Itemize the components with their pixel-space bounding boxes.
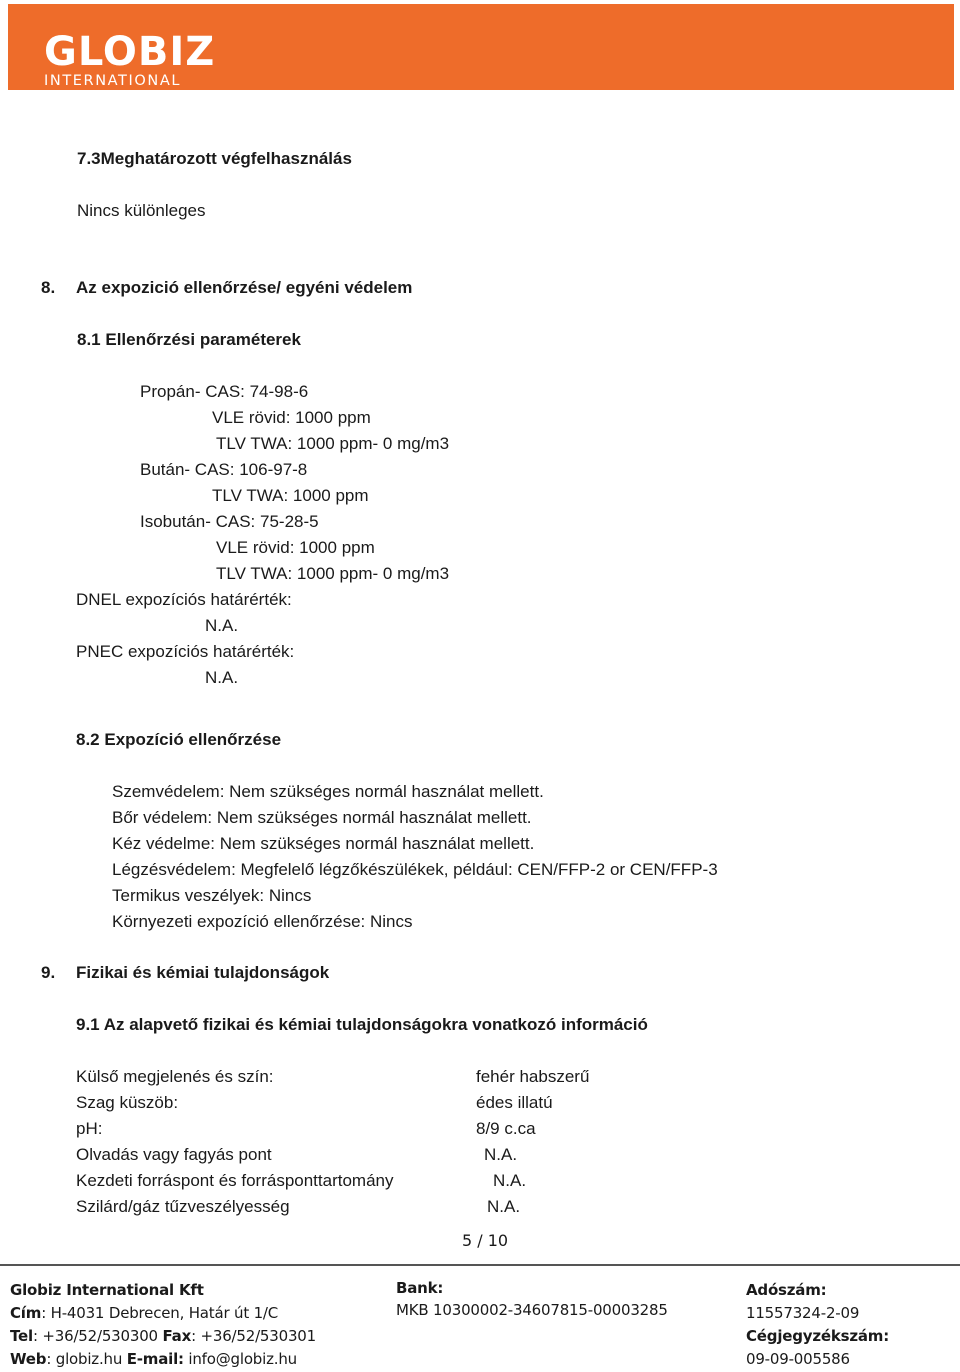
pnec-label: PNEC expozíciós határérték: [76, 642, 295, 661]
footer-reg-value: 09-09-005586 [746, 1350, 850, 1368]
footer-address-label: Cím [10, 1304, 42, 1322]
property-label: Szilárd/gáz tűzveszélyesség [76, 1197, 290, 1216]
property-label: Olvadás vagy fagyás pont [76, 1145, 272, 1164]
footer-tel-label: Tel [10, 1327, 33, 1345]
property-value: N.A. [484, 1145, 518, 1164]
dnel-value: N.A. [205, 616, 239, 635]
footer-tax-label: Adószám: [746, 1281, 827, 1299]
dnel-label: DNEL expozíciós határérték: [76, 590, 292, 609]
footer-address [10, 1304, 278, 1322]
page-footer [0, 1264, 960, 1372]
property-label: Szag küszöb: [76, 1093, 179, 1112]
section-9-1-heading: 9.1 Az alapvető fizikai és kémiai tulajdonságokra vonatkozó információ [76, 1015, 648, 1034]
section-9-number: 9. [41, 963, 56, 982]
environmental-exposure: Környezeti expozíció ellenőrzése: Nincs [112, 912, 413, 931]
footer-email-value: info@globiz.hu [183, 1350, 297, 1368]
footer-reg-label: Cégjegyzékszám: [746, 1327, 890, 1345]
hand-protection: Kéz védelme: Nem szükséges normál használat mellett. [112, 834, 535, 853]
footer-web-label: Web [10, 1350, 47, 1368]
property-value: 8/9 c.ca [476, 1119, 536, 1138]
isobutane-cas: Isobután- CAS: 75-28-5 [140, 512, 319, 531]
footer-tel-value: : +36/52/530300 [32, 1327, 163, 1345]
propane-tlv: TLV TWA: 1000 ppm- 0 mg/m3 [216, 434, 450, 453]
property-value: édes illatú [476, 1093, 553, 1112]
page-number: 5 / 10 [462, 1231, 509, 1250]
isobutane-tlv: TLV TWA: 1000 ppm- 0 mg/m3 [216, 564, 450, 583]
footer-bank-label: Bank: [396, 1279, 444, 1297]
isobutane-vle: VLE rövid: 1000 ppm [216, 538, 375, 557]
section-8-number: 8. [41, 278, 56, 297]
property-value: fehér habszerű [476, 1067, 590, 1086]
footer-address-value: : H-4031 Debrecen, Határ út 1/C [41, 1304, 279, 1322]
section-9-heading: Fizikai és kémiai tulajdonságok [76, 963, 330, 982]
propane-cas: Propán- CAS: 74-98-6 [140, 382, 309, 401]
footer-web-value: : globiz.hu [46, 1350, 127, 1368]
property-label: pH: [76, 1119, 103, 1138]
property-value: N.A. [487, 1197, 521, 1216]
property-label: Kezdeti forráspont és forrásponttartomány [76, 1171, 394, 1190]
footer-email-label: E-mail: [126, 1350, 184, 1368]
section-7-3-heading: 7.3Meghatározott végfelhasználás [77, 149, 352, 168]
company-logo [44, 29, 216, 89]
header-banner [8, 4, 954, 90]
property-value: N.A. [493, 1171, 527, 1190]
butane-cas: Bután- CAS: 106-97-8 [140, 460, 308, 479]
footer-company: Globiz International Kft [10, 1281, 204, 1299]
skin-protection: Bőr védelem: Nem szükséges normál használat mellett. [112, 808, 532, 827]
butane-tlv: TLV TWA: 1000 ppm [212, 486, 369, 505]
footer-fax-value: : +36/52/530301 [191, 1327, 316, 1345]
respiratory-protection: Légzésvédelem: Megfelelő légzőkészülékek, például: CEN/FFP-2 or CEN/FFP-3 [112, 860, 718, 879]
eye-protection: Szemvédelem: Nem szükséges normál használat mellett. [112, 782, 544, 801]
footer-bank-value: MKB 10300002-34607815-00003285 [396, 1301, 668, 1319]
thermal-hazards: Termikus veszélyek: Nincs [112, 886, 312, 905]
logo-subtitle: INTERNATIONAL [44, 73, 182, 89]
footer-phone [10, 1327, 316, 1345]
propane-vle: VLE rövid: 1000 ppm [212, 408, 371, 427]
footer-tax-value: 11557324-2-09 [746, 1304, 860, 1322]
section-8-heading: Az expozició ellenőrzése/ egyéni védelem [76, 278, 413, 297]
logo-wordmark: GLOBIZ [44, 29, 216, 75]
section-8-1-heading: 8.1 Ellenőrzési paraméterek [77, 330, 301, 349]
pnec-value: N.A. [205, 668, 239, 687]
section-8-2-heading: 8.2 Expozíció ellenőrzése [76, 730, 282, 749]
footer-web [10, 1350, 297, 1368]
footer-fax-label: Fax [162, 1327, 192, 1345]
section-7-3-text: Nincs különleges [77, 201, 206, 220]
property-label: Külső megjelenés és szín: [76, 1067, 274, 1086]
